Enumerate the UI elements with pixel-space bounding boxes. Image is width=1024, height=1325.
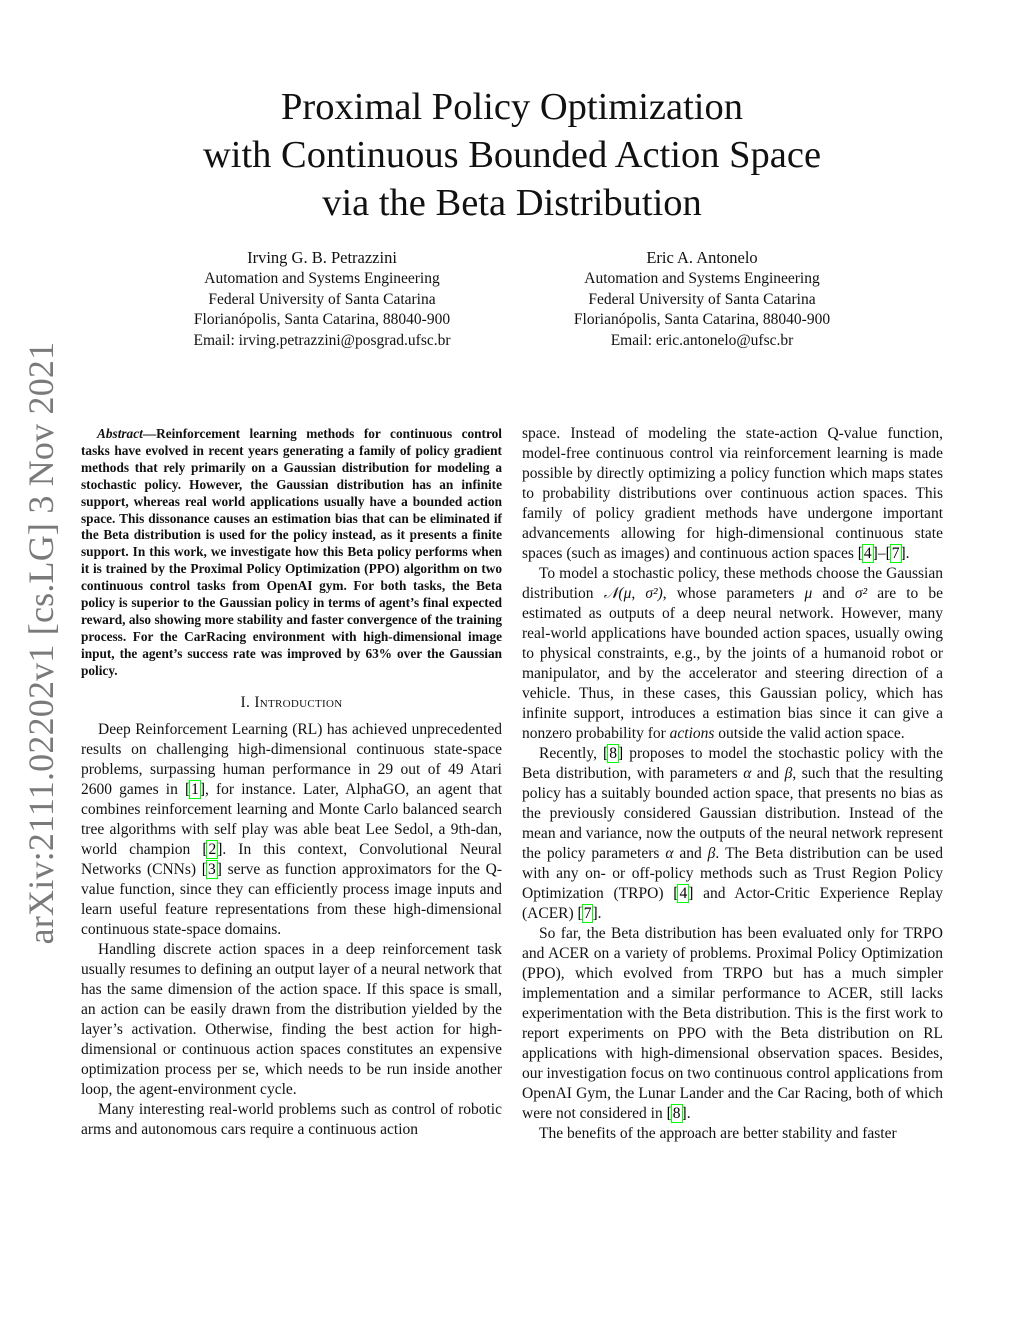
math-alpha: α [665,845,674,862]
right-paragraph-1 [522,424,943,564]
paragraph-text: proposes to model the stochastic policy with the Beta distribution, with parameters [522,745,943,782]
range-dash: – [877,545,886,562]
math-sigma-squared: σ² [854,585,868,602]
paragraph-text: To model a stochastic policy, these methods choose the Gaussian distribution [522,565,943,602]
citation-number: 4 [863,545,872,562]
title-line: via the Beta Distribution [322,182,702,224]
section-heading-introduction [81,693,502,713]
paragraph-text: serve as function approximators for the Q-value function, since they can efficiently process image inputs and learn useful feature representations from these high-dimensional continuous state-space domains. [81,860,502,938]
citation-number: 8 [609,745,617,762]
paragraph-text: . [597,905,602,922]
citation-bracket: ] [592,905,598,922]
paragraph-text: Recently, [539,745,604,762]
paragraph-text: and [673,845,708,862]
citation-bracket: [ [857,545,863,562]
citation-number: 7 [583,905,592,922]
citation-link[interactable] [673,885,693,902]
citation-link[interactable] [858,545,878,562]
citation-link[interactable] [886,545,906,562]
author-email: Email: eric.antonelo@ufsc.br [610,331,794,349]
citation-bracket: ] [216,860,222,878]
abstract [81,426,502,680]
abstract-text: Reinforcement learning methods for continuous control tasks have evolved in recent years generating a family of policy gradient methods that rely primarily on a Gaussian distribution for modeling a stochastic policy. However, the Gaussian distribution has an infinite support, whereas real world applications usually have a bounded action space. This dissonance causes an estimation bias that can be eliminated if the Beta distribution is used for the policy instead, as it presents a finite support. In this work, we investigate how this Beta policy performs when it is trained by the Proximal Policy Optimization (PPO) algorithm on two continuous control tasks from OpenAI gym. For both tasks, the Beta policy is superior to the Gaussian policy in terms of agent’s final expected reward, also showing more stability and faster convergence of the training process. For the CarRacing environment with high-dimensional image input, the agent’s success rate was improved by 63% over the Gaussian policy. [81,426,502,678]
paragraph-text: . [686,1105,691,1122]
citation-bracket: [ [202,840,208,858]
section-number: I. [240,693,251,711]
citation-number: 8 [672,1105,681,1122]
paragraph-text: space. Instead of modeling the state-action Q-value function, model-free continuous control via reinforcement learning is made possible by directly optimizing a policy function which maps states to probability distributions over continuous action spaces. This family of policy gradient methods have undergone important advancements allowing for high-dimensional continuous state spaces (such as images) and continuous action spaces [522,425,943,562]
math-gaussian: 𝒩(μ, σ²) [603,585,663,602]
right-paragraph-2 [522,564,943,744]
citation-number: 1 [191,780,199,798]
paragraph-text: and [812,585,855,602]
math-mu: μ [804,585,813,602]
math-alpha: α [743,765,752,782]
right-column [522,424,943,1144]
paragraph-text: . In this context, Convolutional Neural Networks (CNNs) [81,840,502,878]
citation-bracket: [ [201,860,207,878]
author-name: Eric A. Antonelo [646,248,758,267]
intro-paragraph-2: Handling discrete action spaces in a deep reinforcement task usually resumes to defining an output layer of a neural network that has the same dimension of the action space. If this space is small, an action can be easily drawn from the distribution yielded by the layer’s activation. Otherwise, finding the best action for high-dimensional or continuous action spaces constitutes an expensive optimization process per se, which needs to be run inside another loop, the agent-environment cycle. [81,940,502,1098]
paragraph-text: , such that the resulting policy has a suitably bounded action space, that presents no bias as the previously considered Gaussian distribution. Instead of the mean and variance, now the outputs of the neural network represent the policy parameters [522,765,943,862]
citation-link[interactable] [578,905,598,922]
right-paragraph-5: The benefits of the approach are better stability and faster [539,1125,897,1142]
title-line: with Continuous Bounded Action Space [202,134,822,176]
paragraph-text: . The Beta distribution can be used with any on- or off-policy methods such as Trust Region Policy Optimization (TRPO) [522,845,943,902]
abstract-dash: — [142,426,157,441]
left-column [81,424,502,1140]
abstract-label: Abstract [97,426,143,441]
paragraph-text: , whose parameters [662,585,805,602]
author-email: Email: irving.petrazzini@posgrad.ufsc.br [193,331,451,349]
author-university: Federal University of Santa Catarina [208,290,436,308]
citation-bracket: ] [688,885,694,902]
paragraph-text: outside the valid action space. [714,725,905,742]
citation-link[interactable] [185,781,205,798]
citation-bracket: [ [666,1105,672,1122]
section-title: Introduction [254,693,343,711]
paragraph-text: Deep Reinforcement Learning (RL) has achieved unprecedented results on challenging high-dimensional continuous state-space problems, surpassing human performance in 29 out of 49 Atari 2600 games in [81,720,502,798]
citation-bracket: [ [673,885,679,902]
math-beta: β [707,845,716,862]
citation-bracket: ] [199,780,206,798]
right-paragraph-3 [522,744,943,924]
citation-bracket: ] [217,840,223,858]
author-city: Florianópolis, Santa Catarina, 88040-900 [573,311,831,328]
citation-bracket: [ [885,545,891,562]
arxiv-identifier: arXiv:2111.02202v1 [cs.LG] 3 Nov 2021 [21,341,61,944]
paragraph-text: and [751,765,785,782]
paper-title [120,83,904,227]
citation-link[interactable] [667,1105,687,1122]
citation-link[interactable] [202,861,222,878]
citation-number: 2 [208,840,217,858]
intro-paragraph-1 [81,720,502,940]
citation-link[interactable] [603,745,623,762]
emphasis-actions: actions [669,725,715,742]
citation-bracket: ] [872,545,878,562]
paragraph-text: . [905,545,910,562]
citation-bracket: [ [184,780,191,798]
citation-bracket: ] [617,745,624,762]
title-line: Proximal Policy Optimization [281,86,743,128]
author-department: Automation and Systems Engineering [584,270,820,287]
citation-bracket: ] [900,545,906,562]
citation-link[interactable] [202,841,222,858]
intro-paragraph-3: Many interesting real-world problems such as control of robotic arms and autonomous cars require a continuous action [81,1100,502,1138]
paragraph-text: , for instance. Later, AlphaGO, an agent that combines reinforcement learning and Monte Carlo balanced search tree algorithms with self play was able beat Lee Sedol, a 9th-dan, world champion [81,780,503,858]
author-name: Irving G. B. Petrazzini [247,248,397,267]
right-paragraph-4 [522,924,943,1124]
arxiv-side-stamp [10,341,72,944]
citation-number: 7 [891,545,900,562]
citation-number: 4 [679,885,688,902]
paragraph-text: So far, the Beta distribution has been evaluated only for TRPO and ACER on a variety of problems. Proximal Policy Optimization (PPO), which evolved from TRPO but has a much simpler implementation and a similar performance to ACER, still lacks experimentation with the Beta distribution. This is the first work to report experiments on PPO with the Beta distribution on RL applications with high-dimensional observation spaces. Besides, our investigation focus on two continuous control applications from OpenAI Gym, the Lunar Lander and the Car Racing, both of which were not considered in [522,925,944,1122]
author-university: Federal University of Santa Catarina [588,290,816,308]
paragraph-text: are to be estimated as outputs of a deep neural network. However, many real-world applications have bounded action spaces, usually owing to physical constraints, e.g., by the joints of a humanoid robot or manipulator, and by the accelerator and steering direction of a vehicle. Thus, in these cases, this Gaussian policy, which has infinite support, introduces a estimation bias since it can give a nonzero probability for [522,585,944,742]
citation-bracket: ] [681,1105,687,1122]
author-department: Automation and Systems Engineering [204,270,440,287]
author-block-antonelo [532,247,872,351]
author-block-petrazzini [152,247,492,351]
paragraph-text: and Actor-Critic Experience Replay (ACER) [522,885,943,922]
citation-bracket: [ [577,905,583,922]
citation-bracket: [ [603,745,609,762]
citation-number: 3 [207,860,216,878]
author-city: Florianópolis, Santa Catarina, 88040-900 [193,311,451,328]
math-beta: β [784,765,793,782]
